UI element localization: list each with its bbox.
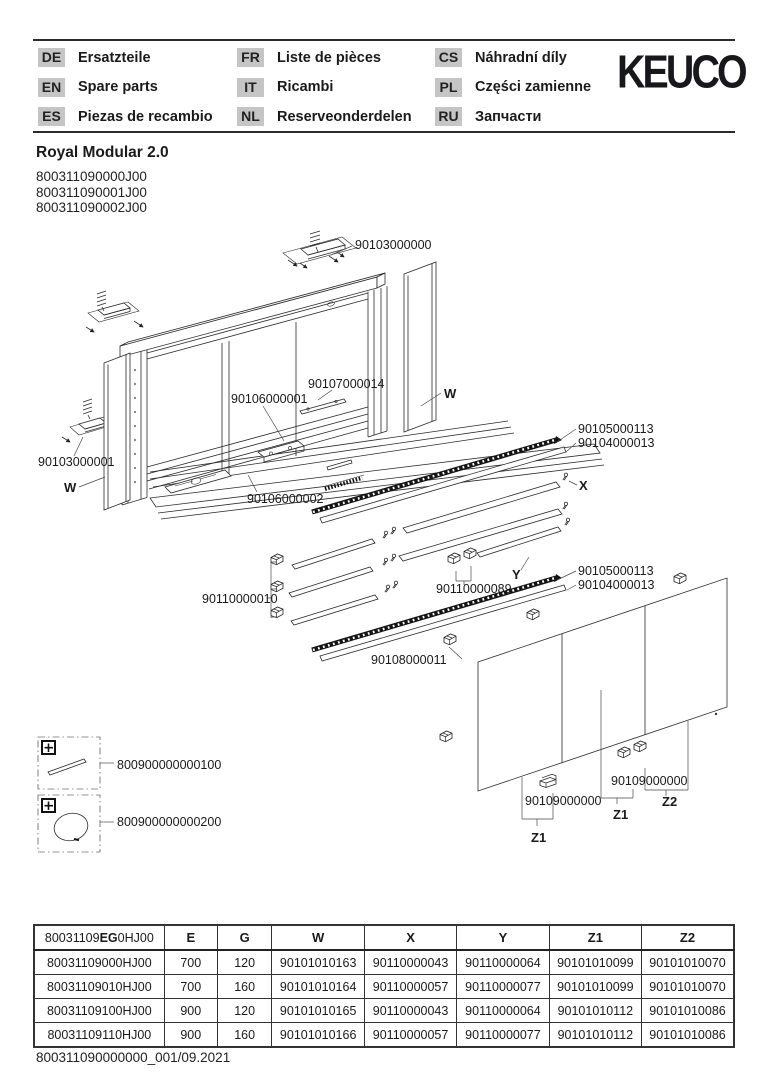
cell-part-number: 90101010070 xyxy=(642,950,734,975)
part-label-90110000089: 90110000089 xyxy=(436,582,512,596)
cell-part-number: 90101010099 xyxy=(549,975,641,999)
language-label: Запчасти xyxy=(475,108,542,125)
language-row-de xyxy=(38,47,213,68)
language-row-ru xyxy=(435,106,591,127)
cell-part-number: 90110000043 xyxy=(364,999,456,1023)
keuco-logo: KEUCO xyxy=(617,46,745,98)
language-code-badge: FR xyxy=(237,48,264,67)
ref-code-pre: 80031109 xyxy=(44,930,100,945)
mirror-doors xyxy=(440,573,727,791)
parts-table-header-row xyxy=(34,925,734,950)
cell-part-number: 90101010165 xyxy=(272,999,364,1023)
table-row xyxy=(34,1023,734,1048)
cell-part-number: 900 xyxy=(164,1023,217,1048)
cell-part-number: 90110000064 xyxy=(457,999,549,1023)
mounting-bracket-upper-left xyxy=(86,291,143,332)
cell-part-number: 90101010070 xyxy=(642,975,734,999)
header-ref-code xyxy=(34,925,164,950)
cell-part-number: 90101010164 xyxy=(272,975,364,999)
language-row-pl xyxy=(435,77,591,98)
part-label-W: W xyxy=(64,480,77,495)
part-label-Z1: Z1 xyxy=(613,807,629,822)
language-row-en xyxy=(38,77,213,98)
part-label-90110000010: 90110000010 xyxy=(202,592,278,606)
language-code-badge: EN xyxy=(38,78,65,97)
cell-part-number: 160 xyxy=(217,1023,272,1048)
cell-part-number: 90110000064 xyxy=(457,950,549,975)
language-row-it xyxy=(237,77,412,98)
cell-part-number: 160 xyxy=(217,975,272,999)
product-code: 800311090002J00 xyxy=(36,200,147,215)
cell-part-number: 90101010086 xyxy=(642,999,734,1023)
cell-part-number: 90101010112 xyxy=(549,1023,641,1048)
ref-code-post: 0HJ00 xyxy=(117,930,154,945)
cell-part-number: 90110000057 xyxy=(364,1023,456,1048)
document-reference: 800311090000000_001/09.2021 xyxy=(36,1050,231,1065)
cell-ref-code: 80031109010HJ00 xyxy=(34,975,164,999)
leader-lines xyxy=(74,246,577,659)
product-title-block xyxy=(36,144,169,216)
column-header-g: G xyxy=(217,925,272,950)
part-label-90104000013: 90104000013 xyxy=(578,436,655,450)
product-code: 800311090001J00 xyxy=(36,184,147,200)
clip-90108000011 xyxy=(444,634,456,645)
exploded-view-diagram xyxy=(0,222,764,877)
language-label: Náhradní díly xyxy=(475,49,567,66)
part-label-800900000000200: 800900000000200 xyxy=(117,815,222,829)
part-label-90109000000: 90109000000 xyxy=(611,774,688,788)
language-row-es xyxy=(38,106,213,127)
profile-strips-x xyxy=(399,473,568,561)
part-label-Y: Y xyxy=(512,567,521,582)
column-header-z2: Z2 xyxy=(642,925,734,950)
ref-code-bold: EG xyxy=(99,930,118,945)
part-label-90106000001: 90106000001 xyxy=(231,392,308,406)
part-label-90106000002: 90106000002 xyxy=(247,492,324,506)
cell-part-number: 700 xyxy=(164,975,217,999)
language-code-badge: CS xyxy=(435,48,462,67)
product-codes xyxy=(36,169,169,216)
part-label-X: X xyxy=(579,478,588,493)
accessory-box-800900000000100 xyxy=(38,737,114,789)
language-label: Piezas de recambio xyxy=(78,108,213,125)
cell-part-number: 900 xyxy=(164,999,217,1023)
cell-part-number: 90101010112 xyxy=(549,999,641,1023)
language-code-badge: PL xyxy=(435,78,462,97)
column-header-e: E xyxy=(164,925,217,950)
language-label: Części zamienne xyxy=(475,79,592,95)
cell-ref-code: 80031109100HJ00 xyxy=(34,999,164,1023)
part-label-90105000113: 90105000113 xyxy=(578,564,654,578)
language-label: Liste de pièces xyxy=(277,49,381,66)
part-label-Z2: Z2 xyxy=(662,794,678,809)
column-header-w: W xyxy=(272,925,364,950)
cell-part-number: 700 xyxy=(164,950,217,975)
table-row xyxy=(34,950,734,975)
language-row-cs xyxy=(435,47,591,68)
language-label: Ersatzteile xyxy=(78,49,151,66)
cell-ref-code: 80031109000HJ00 xyxy=(34,950,164,975)
part-label-800900000000100: 800900000000100 xyxy=(117,758,222,772)
part-label-90107000014: 90107000014 xyxy=(308,377,385,391)
cell-part-number: 120 xyxy=(217,950,272,975)
language-row-fr xyxy=(237,47,412,68)
column-header-x: X xyxy=(364,925,456,950)
language-column-1 xyxy=(38,47,213,136)
part-label-Z1: Z1 xyxy=(531,830,547,845)
cell-part-number: 90110000077 xyxy=(457,1023,549,1048)
language-label: Spare parts xyxy=(78,79,158,95)
language-code-badge: RU xyxy=(435,107,462,126)
accessory-box-800900000000200 xyxy=(38,795,114,852)
language-code-badge: DE xyxy=(38,48,65,67)
cell-ref-code: 80031109110HJ00 xyxy=(34,1023,164,1048)
language-label: Reserveonderdelen xyxy=(277,108,412,125)
side-panel-right xyxy=(404,262,436,432)
diagram-labels xyxy=(38,238,688,845)
side-panel-left xyxy=(104,353,130,510)
language-column-3 xyxy=(435,47,591,136)
cell-part-number: 90101010166 xyxy=(272,1023,364,1048)
part-label-90109000000: 90109000000 xyxy=(525,794,602,808)
cell-part-number: 120 xyxy=(217,999,272,1023)
top-rule xyxy=(33,39,735,41)
language-code-badge: ES xyxy=(38,107,65,126)
profile-strips-90110000010 xyxy=(271,527,398,625)
part-label-90105000113: 90105000113 xyxy=(578,422,654,436)
cell-part-number: 90101010099 xyxy=(549,950,641,975)
cell-part-number: 90101010086 xyxy=(642,1023,734,1048)
language-row-nl xyxy=(237,106,412,127)
column-header-y: Y xyxy=(457,925,549,950)
cell-part-number: 90110000057 xyxy=(364,975,456,999)
language-column-2 xyxy=(237,47,412,136)
language-code-badge: IT xyxy=(237,78,264,97)
table-row xyxy=(34,999,734,1023)
part-label-90108000011: 90108000011 xyxy=(371,653,447,667)
part-label-90103000000: 90103000000 xyxy=(355,238,432,252)
part-label-90103000001: 90103000001 xyxy=(38,455,115,469)
product-title: Royal Modular 2.0 xyxy=(36,144,169,161)
cell-part-number: 90110000077 xyxy=(457,975,549,999)
cell-part-number: 90101010163 xyxy=(272,950,364,975)
product-code: 800311090000J00 xyxy=(36,169,147,184)
part-label-W: W xyxy=(444,386,457,401)
parts-table xyxy=(33,924,735,1048)
mounting-bracket-top xyxy=(283,231,356,268)
table-row xyxy=(34,975,734,999)
language-code-badge: NL xyxy=(237,107,264,126)
part-label-90104000013: 90104000013 xyxy=(578,578,655,592)
cell-part-number: 90110000043 xyxy=(364,950,456,975)
column-header-z1: Z1 xyxy=(549,925,641,950)
language-label: Ricambi xyxy=(277,79,334,95)
